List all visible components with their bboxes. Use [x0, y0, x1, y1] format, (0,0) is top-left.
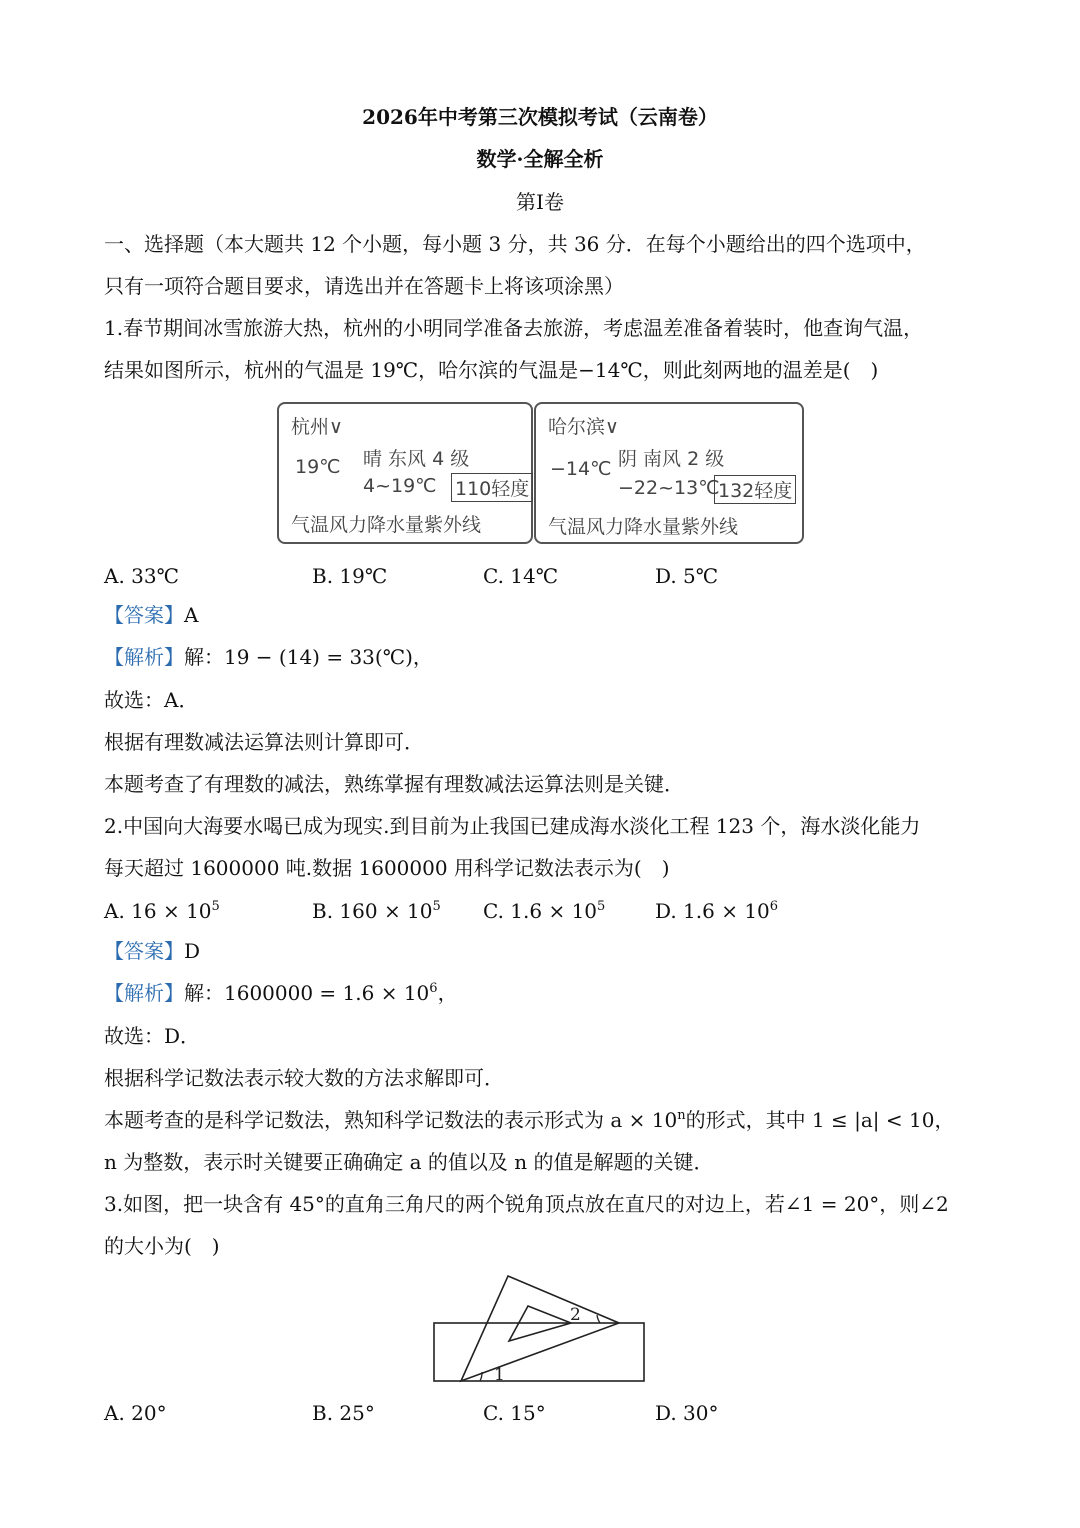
current-temp: −14℃ [550, 458, 612, 480]
q1-stem-1: 1.春节期间冰雪旅游大热，杭州的小明同学准备去旅游，考虑温差准备着装时，他查询气温， [104, 316, 924, 340]
current-temp: 19℃ [295, 456, 341, 478]
q3-option-d: D. 30° [655, 1401, 719, 1425]
q1-option-d: D. 5℃ [655, 564, 719, 588]
temp-range: 4~19℃ [363, 475, 437, 497]
q3-option-b: B. 25° [312, 1401, 375, 1425]
q1-stem-2: 结果如图所示，杭州的气温是 19℃，哈尔滨的气温是−14℃，则此刻两地的温差是( ) [104, 358, 879, 382]
q2-option-c: C. $1.6 \times 10^5$ [483, 899, 606, 923]
section-instruction-2: 只有一项符合题目要求，请选出并在答题卡上将该项涂黑） [104, 274, 624, 298]
q2-option-a: A. $16 \times 10^5$ [104, 899, 220, 923]
q2-stem-1: 2.中国向大海要水喝已成为现实.到目前为止我国已建成海水淡化工程 123 个，海水淡化能力 [104, 814, 921, 838]
q2-conclusion: 故选：D． [104, 1024, 201, 1048]
air-quality-badge: 110轻度 [451, 473, 533, 502]
q2-method: 根据科学记数法表示较大数的方法求解即可． [104, 1066, 504, 1090]
q2-stem-2: 每天超过 1600000 吨.数据 1600000 用科学记数法表示为( ) [104, 856, 670, 880]
temp-range: −22~13℃ [618, 477, 720, 499]
q2-option-d: D. $1.6 \times 10^6$ [655, 899, 779, 923]
answer-tag: 【答案】 [104, 939, 184, 963]
angle-1-label: 1 [494, 1365, 505, 1385]
triangle-outer [461, 1276, 619, 1381]
city-label: 杭州∨ [291, 416, 343, 438]
section-instruction-1: 一、选择题（本大题共 12 个小题，每小题 3 分，共 36 分．在每个小题给出的四个选项中， [104, 232, 926, 256]
analysis-tag: 【解析】 [104, 981, 184, 1005]
q3-stem-1: 3.如图，把一块含有 45°的直角三角尺的两个锐角顶点放在直尺的对边上，若∠1 = 20°，则∠2 [104, 1192, 949, 1216]
city-label: 哈尔滨∨ [548, 416, 619, 438]
q1-option-b: B. 19℃ [312, 564, 388, 588]
angle-2-label: 2 [570, 1305, 581, 1325]
angle-2-arc [597, 1315, 600, 1323]
q3-stem-2: 的大小为( ) [104, 1234, 220, 1258]
page-subtitle: 数学·全解全析 [476, 147, 604, 171]
page-title: 2026年中考第三次模拟考试（云南卷） [362, 105, 718, 129]
answer-value: A [184, 603, 199, 627]
analysis-tag: 【解析】 [104, 645, 184, 669]
q1-conclusion: 故选：A． [104, 688, 199, 712]
q1-method: 根据有理数减法运算法则计算即可． [104, 730, 424, 754]
weather-desc: 晴 东风 4 级 [363, 448, 470, 470]
q2-summary-1: 本题考查的是科学记数法，熟知科学记数法的表示形式为 $a \times 10^n$的形式，其中 1 ≤ |a| < 10， [104, 1108, 955, 1132]
volume-label: 第Ⅰ卷 [516, 190, 564, 214]
q1-option-c: C. 14℃ [483, 564, 559, 588]
q3-option-a: A. 20° [104, 1401, 167, 1425]
analysis-text: 解：19 − (14) = 33(℃)， [184, 645, 433, 669]
q3-option-c: C. 15° [483, 1401, 546, 1425]
answer-tag: 【答案】 [104, 603, 184, 627]
q1-option-a: A. 33℃ [104, 564, 179, 588]
air-quality-badge: 132轻度 [714, 475, 796, 504]
weather-desc: 阴 南风 2 级 [618, 448, 725, 470]
q2-summary-2: n 为整数，表示时关键要正确确定 a 的值以及 n 的值是解题的关键． [104, 1150, 714, 1174]
metric-tabs: 气温风力降水量紫外线 [548, 516, 739, 538]
q2-option-b: B. $160 \times 10^5$ [312, 899, 441, 923]
q1-summary: 本题考查了有理数的减法，熟练掌握有理数减法运算法则是关键． [104, 772, 684, 796]
q2-analysis: 【解析】解：$1600000 = 1.6 \times 10^6$， [104, 981, 458, 1005]
metric-tabs: 气温风力降水量紫外线 [291, 514, 482, 536]
answer-value: D [184, 939, 201, 963]
